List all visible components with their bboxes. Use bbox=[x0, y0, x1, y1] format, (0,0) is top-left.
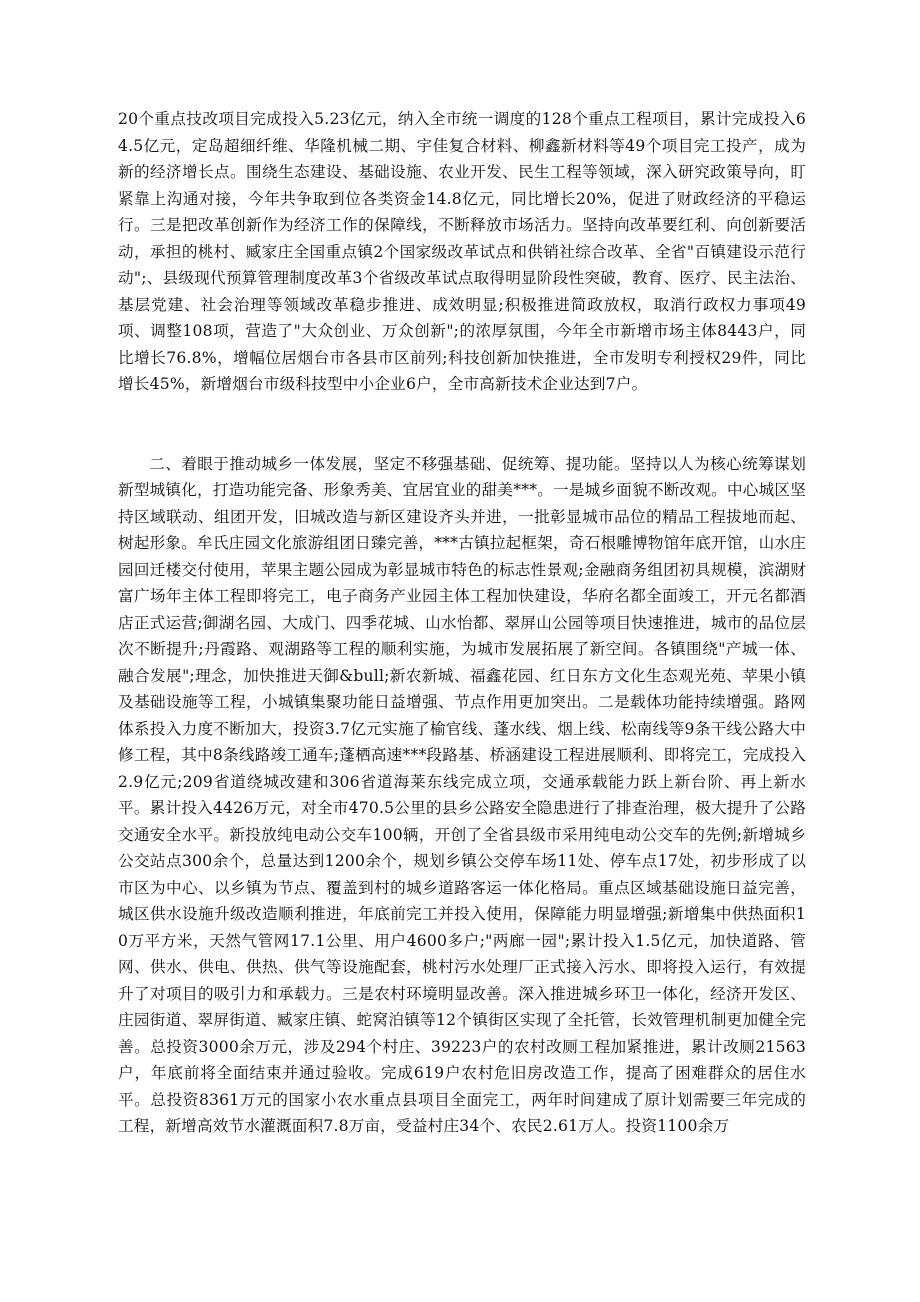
document-body bbox=[118, 106, 806, 1140]
paragraph-economy: 20个重点技改项目完成投入5.23亿元，纳入全市统一调度的128个重点工程项目，累计完成投入64.5亿元，定岛超细纤维、华隆机械二期、宇佳复合材料、柳鑫新材料等49个项目完工投产，成为新的经济增长点。围绕生态建设、基础设施、农业开发、民生工程等领域，深入研究政策导向，盯紧靠上沟通对接，今年共争取到位各类资金14.8亿元，同比增长20%，促进了财政经济的平稳运行。三是把改革创新作为经济工作的保障线，不断释放市场活力。坚持向改革要红利、向创新要活动，承担的桃村、臧家庄全国重点镇2个国家级改革试点和供销社综合改革、全省"百镇建设示范行动";、县级现代预算管理制度改革3个省级改革试点取得明显阶段性突破，教育、医疗、民主法治、基层党建、社会治理等领域改革稳步推进、成效明显;积极推进简政放权，取消行政权力事项49项、调整108项，营造了"大众创业、万众创新";的浓厚氛围，今年全市新增市场主体8443户，同比增长76.8%，增幅位居烟台市各县市区前列;科技创新加快推进，全市发明专利授权29件，同比增长45%，新增烟台市级科技型中小企业6户，全市高新技术企业达到7户。 bbox=[118, 110, 806, 393]
paragraph-urban-rural: 二、着眼于推动城乡一体发展，坚定不移强基础、促统筹、提功能。坚持以人为核心统筹谋划新型城镇化，打造功能完备、形象秀美、宜居宜业的甜美***。一是城乡面貌不断改观。中心城区坚持区域联动、组团开发，旧城改造与新区建设齐头并进，一批彰显城市品位的精品工程拔地而起、树起形象。牟氏庄园文化旅游组团日臻完善，***古镇拉起框架，奇石根雕博物馆年底开馆，山水庄园回迁楼交付使用，苹果主题公园成为彰显城市特色的标志性景观;金融商务组团初具规模，滨湖财富广场年主体工程即将完工，电子商务产业园主体工程加快建设，华府名都全面竣工，开元名都酒店正式运营;御湖名园、大成门、四季花城、山水怡都、翠屏山公园等项目快速推进，城市的品位层次不断提升;丹霞路、观湖路等工程的顺利实施，为城市发展拓展了新空间。各镇围绕"产城一体、融合发展";理念，加快推进天御&bull;新农新城、福鑫花园、红日东方文化生态观光苑、苹果小镇及基础设施等工程，小城镇集聚功能日益增强、节点作用更加突出。二是载体功能持续增强。路网体系投入力度不断加大，投资3.7亿元实施了榆官线、蓬水线、烟上线、松南线等9条干线公路大中修工程，其中8条线路竣工通车;蓬栖高速***段路基、桥涵建设工程进展顺利、即将完工，完成投入2.9亿元;209省道绕城改建和306省道海莱东线完成立项，交通承载能力跃上新台阶、再上新水平。累计投入4426万元，对全市470.5公里的县乡公路安全隐患进行了排查治理，极大提升了公路交通安全水平。新投放纯电动公交车100辆，开创了全省县级市采用纯电动公交车的先例;新增城乡公交站点300余个，总量达到1200余个，规划乡镇公交停车场11处、停车点17处，初步形成了以市区为中心、以乡镇为节点、覆盖到村的城乡道路客运一体化格局。重点区域基础设施日益完善，城区供水设施升级改造顺利推进，年底前完工并投入使用，保障能力明显增强;新增集中供热面积10万平方米，天然气管网17.1公里、用户4600多户;"两廊一园";累计投入1.5亿元，加快道路、管网、供水、供电、供热、供气等设施配套，桃村污水处理厂正式接入污水、即将投入运行，有效提升了对项目的吸引力和承载力。三是农村环境明显改善。深入推进城乡环卫一体化，经济开发区、庄园街道、翠屏街道、臧家庄镇、蛇窝泊镇等12个镇街区实现了全托管，长效管理机制更加健全完善。总投资3000余万元，涉及294个村庄、39223户的农村改厕工程加紧推进，累计改厕21563户，年底前将全面结束并通过验收。完成619户农村危旧房改造工作，提高了困难群众的居住水平。总投资8361万元的国家小农水重点县项目全面完工，两年时间建成了原计划需要三年完成的工程，新增高效节水灌溉面积7.8万亩，受益村庄34个、农民2.61万人。投资1100余万 bbox=[118, 454, 806, 1135]
paragraph-spacer bbox=[118, 398, 806, 451]
